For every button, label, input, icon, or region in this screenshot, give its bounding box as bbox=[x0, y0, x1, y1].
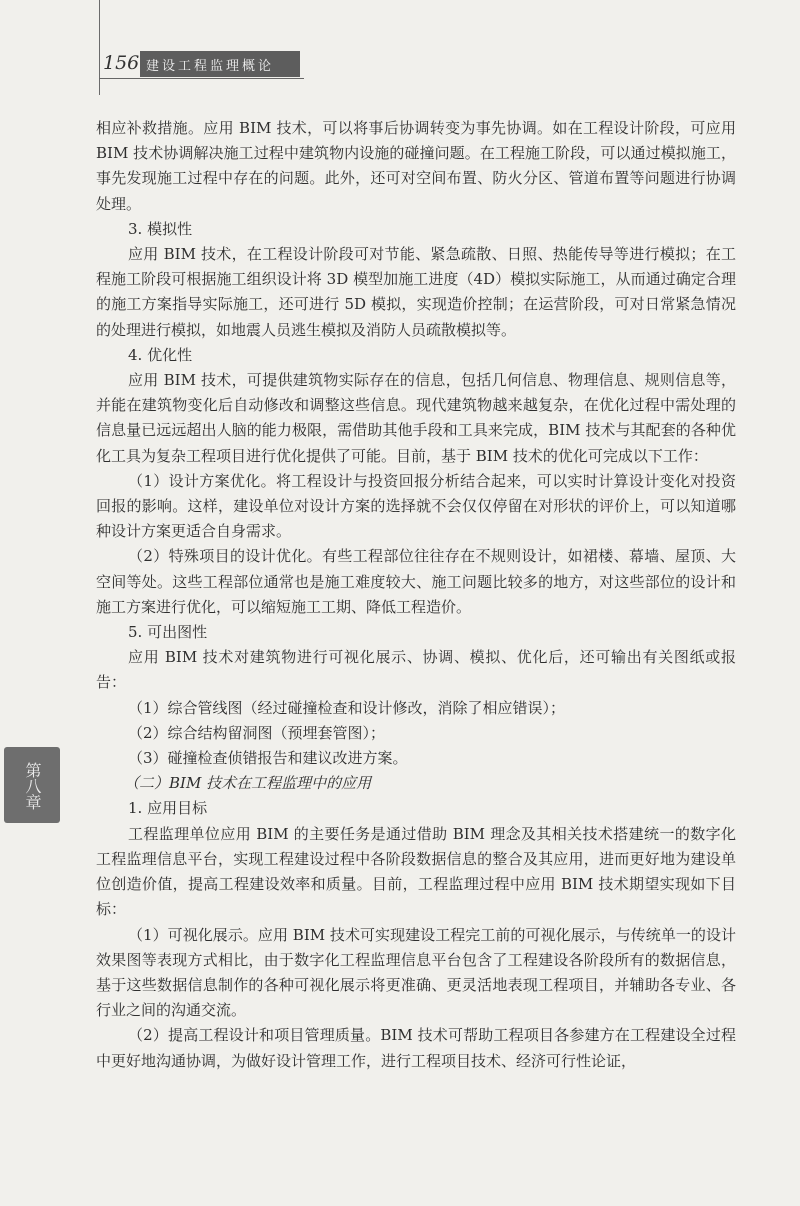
list-item: （1）综合管线图（经过碰撞检查和设计修改，消除了相应错误）； bbox=[128, 698, 566, 717]
section-heading: 5. 可出图性 bbox=[128, 623, 208, 642]
paragraph: 工程监理单位应用 BIM 的主要任务是通过借助 BIM 理念及其相关技术搭建统一的数字化工程监理信息平台，实现工程建设过程中各阶段数据信息的整合及其应用，进而更好地为建设单位创造价值，提高工程建设效率和质量。目前，工程监理过程中应用 BIM 技术期望实现如下目标： bbox=[96, 824, 736, 919]
list-item: （2）综合结构留洞图（预埋套管图）； bbox=[128, 723, 386, 742]
paragraph: 相应补救措施。应用 BIM 技术，可以将事后协调转变为事先协调。如在工程设计阶段，可应用 BIM 技术协调解决施工过程中建筑物内设施的碰撞问题。在工程施工阶段，可以通过模拟施工，事先发现施工过程中存在的问题。此外，还可对空间布置、防火分区、管道布置等问题进行协调处理。 bbox=[96, 119, 736, 213]
chapter-thumb-tab bbox=[4, 747, 60, 823]
chapter-tab-label: 第八章 bbox=[23, 762, 42, 810]
list-item: （1）可视化展示。应用 BIM 技术可实现建设工程完工前的可视化展示，与传统单一的设计效果图等表现方式相比，由于数字化工程监理信息平台包含了工程建设各阶段所有的数据信息，基于这些数据信息制作的各种可视化展示将更准确、更灵活地表现工程项目，并辅助各专业、各行业之间的沟通交流。 bbox=[96, 925, 736, 1020]
header-rule bbox=[99, 78, 304, 79]
subsection-heading: （二）BIM 技术在工程监理中的应用 bbox=[124, 774, 372, 793]
header-vertical-rule bbox=[99, 0, 100, 95]
list-item: （1）设计方案优化。将工程设计与投资回报分析结合起来，可以实时计算设计变化对投资回报的影响。这样，建设单位对设计方案的选择就不会仅仅停留在对形状的评价上，可以知道哪种设计方案更适合自身需求。 bbox=[96, 471, 736, 541]
list-item: （2）特殊项目的设计优化。有些工程部位往往存在不规则设计，如裙楼、幕墙、屋顶、大空间等处。这些工程部位通常也是施工难度较大、施工问题比较多的地方，对这些部位的设计和施工方案进行优化，可以缩短施工工期、降低工程造价。 bbox=[96, 547, 736, 616]
paragraph: 应用 BIM 技术对建筑物进行可视化展示、协调、模拟、优化后，还可输出有关图纸或报告： bbox=[96, 648, 736, 692]
page-number: 156 bbox=[103, 52, 140, 74]
paragraph: 应用 BIM 技术，在工程设计阶段可对节能、紧急疏散、日照、热能传导等进行模拟；在工程施工阶段可根据施工组织设计将 3D 模型加施工进度（4D）模拟实际施工，从而通过确定合理的施工方案指导实际施工，还可进行 5D 模拟，实现造价控制；在运营阶段，可对日常紧急情况的处理进行模拟，如地震人员逃生模拟及消防人员疏散模拟等。 bbox=[96, 245, 736, 339]
section-heading: 3. 模拟性 bbox=[128, 219, 193, 238]
section-heading: 1. 应用目标 bbox=[128, 799, 208, 818]
body-text bbox=[96, 116, 736, 1074]
section-heading: 4. 优化性 bbox=[128, 345, 193, 364]
paragraph: 应用 BIM 技术，可提供建筑物实际存在的信息，包括几何信息、物理信息、规则信息等，并能在建筑物变化后自动修改和调整这些信息。现代建筑物越来越复杂，在优化过程中需处理的信息量已远远超出人脑的能力极限，需借助其他手段和工具来完成，BIM 技术与其配套的各种优化工具为复杂工程项目进行优化提供了可能。目前，基于 BIM 技术的优化可完成以下工作： bbox=[96, 371, 736, 465]
list-item: （3）碰撞检查侦错报告和建议改进方案。 bbox=[128, 749, 408, 768]
list-item: （2）提高工程设计和项目管理质量。BIM 技术可帮助工程项目各参建方在工程建设全过程中更好地沟通协调，为做好设计管理工作，进行工程项目技术、经济可行性论证， bbox=[96, 1026, 736, 1070]
running-header-title: 建设工程监理概论 bbox=[140, 51, 300, 77]
